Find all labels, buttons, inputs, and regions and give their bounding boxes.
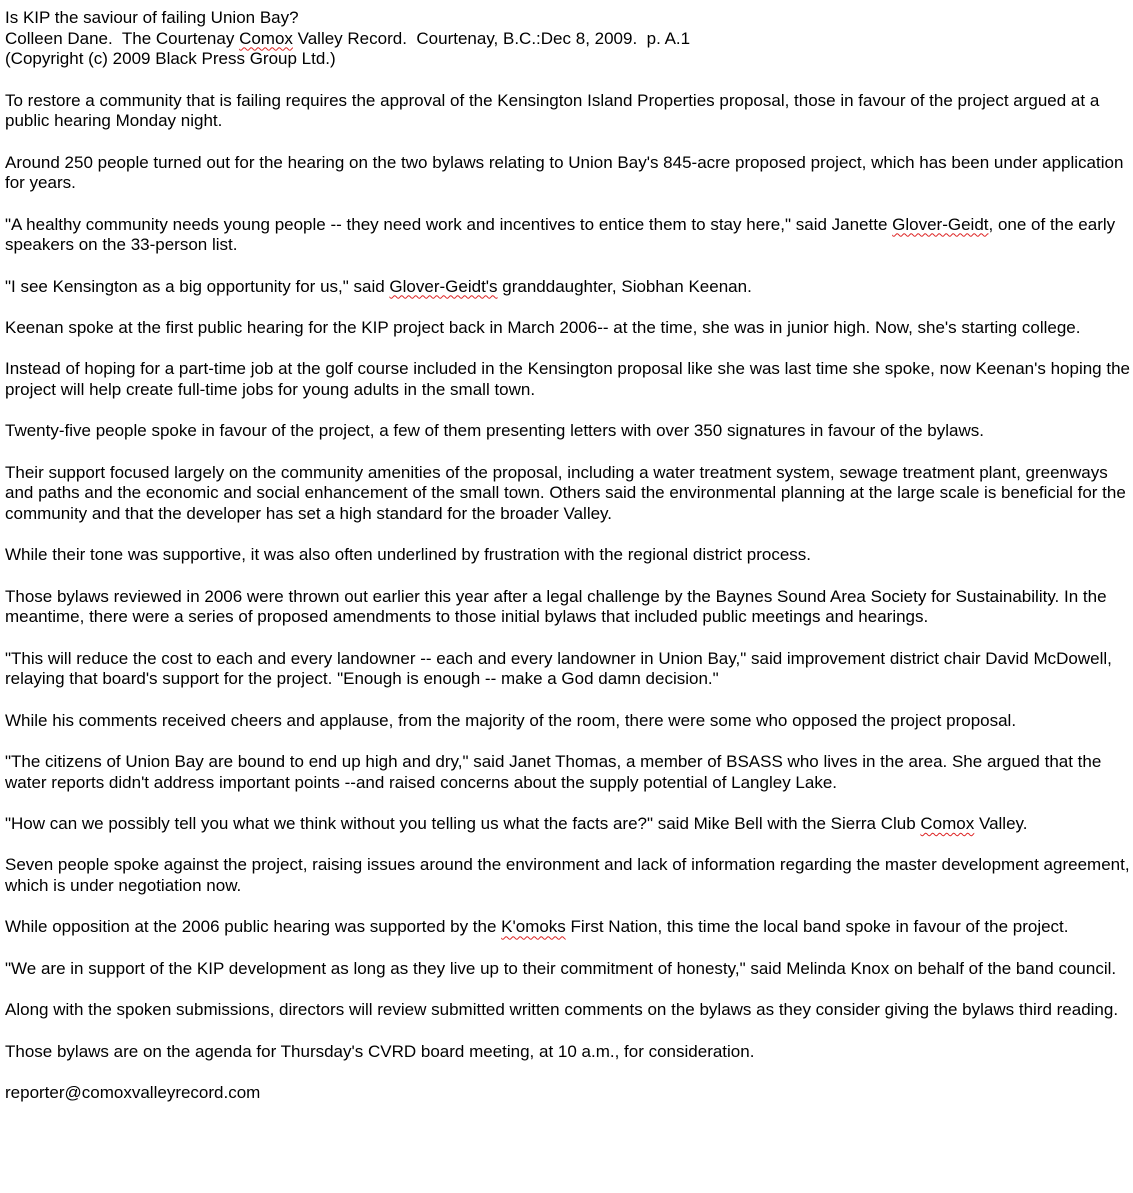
paragraph-text: "A healthy community needs young people -- they need work and incentives to entice them to stay here," said Janette [5, 214, 893, 234]
article-title: Is KIP the saviour of failing Union Bay? [5, 8, 299, 27]
paragraph: Twenty-five people spoke in favour of the project, a few of them presenting letters with over 350 signatures in favour of the bylaws. [5, 421, 984, 441]
paragraph: While their tone was supportive, it was also often underlined by frustration with the regional district process. [5, 545, 812, 565]
misspelled-word[interactable]: Comox [239, 28, 293, 48]
paragraph: "The citizens of Union Bay are bound to end up high and dry," said Janet Thomas, a member of BSASS who lives in the area. She argued that the water reports didn't address important points --and raised concerns about the supply potential of Langley Lake. [5, 752, 1102, 792]
paragraph: Seven people spoke against the project, raising issues around the environment and lack of information regarding the master development agreement, which is under negotiation now. [5, 855, 1130, 895]
paragraph: Along with the spoken submissions, directors will review submitted written comments on the bylaws as they consider giving the bylaws third reading. [5, 1000, 1119, 1020]
paragraph: Instead of hoping for a part-time job at the golf course included in the Kensington proposal like she was last time she spoke, now Keenan's hoping the project will help create full-time jobs for young adults in the small town. [5, 359, 1130, 399]
paragraph-text: First Nation, this time the local band spoke in favour of the project. [565, 917, 1069, 937]
article-byline [5, 29, 1131, 50]
paragraph: Around 250 people turned out for the hearing on the two bylaws relating to Union Bay's 845-acre proposed project, which has been under application for years. [5, 152, 1124, 193]
paragraph-text: While opposition at the 2006 public hearing was supported by the [5, 917, 502, 937]
reporter-email[interactable]: reporter@comoxvalleyrecord.com [5, 1082, 261, 1102]
paragraph: "We are in support of the KIP development as long as they live up to their commitment of honesty," said Melinda Knox on behalf of the band council. [5, 958, 1117, 978]
paragraph: Their support focused largely on the community amenities of the proposal, including a water treatment system, sewage treatment plant, greenways and paths and the economic and social enhancement of the small town. Others said the environmental planning at the large scale is beneficial for the community and that the developer has set a high standard for the broader Valley. [5, 462, 1126, 523]
misspelled-word[interactable]: K'omoks [501, 917, 566, 937]
byline-text-1: Colleen Dane. The Courtenay [5, 28, 240, 48]
paragraph: To restore a community that is failing requires the approval of the Kensington Island Properties proposal, those in favour of the project argued at a public hearing Monday night. [5, 90, 1100, 131]
article-header [5, 8, 1131, 70]
copyright-notice: (Copyright (c) 2009 Black Press Group Ltd.) [5, 49, 336, 69]
paragraph: "This will reduce the cost to each and every landowner -- each and every landowner in Union Bay," said improvement district chair David McDowell, relaying that board's support for the project. "Enough is enough -- make a God damn decision." [5, 648, 1112, 689]
paragraph-text: Valley. [974, 814, 1028, 833]
misspelled-word[interactable]: Glover-Geidt [892, 214, 989, 234]
paragraph: Those bylaws reviewed in 2006 were thrown out earlier this year after a legal challenge by the Baynes Sound Area Society for Sustainability. In the meantime, there were a series of proposed amendments to those initial bylaws that included public meetings and hearings. [5, 586, 1107, 627]
misspelled-word[interactable]: Glover-Geidt's [389, 276, 498, 296]
paragraph-text: granddaughter, Siobhan Keenan. [497, 276, 752, 296]
paragraph-text: "I see Kensington as a big opportunity for us," said [5, 276, 390, 296]
paragraph [5, 814, 1131, 835]
byline-text-2: Valley Record. Courtenay, B.C.:Dec 8, 2009. p. A.1 [292, 28, 691, 48]
paragraph: While his comments received cheers and applause, from the majority of the room, there were some who opposed the project proposal. [5, 710, 1017, 730]
paragraph: Those bylaws are on the agenda for Thursday's CVRD board meeting, at 10 a.m., for consideration. [5, 1041, 755, 1061]
misspelled-word[interactable]: Comox [920, 814, 975, 833]
paragraph [5, 277, 1131, 298]
paragraph [5, 917, 1131, 938]
paragraph-text: "How can we possibly tell you what we think without you telling us what the facts are?" said Mike Bell with the Sierra Club [5, 814, 921, 833]
paragraph-text: , one of the early speakers on the 33-person list. [5, 214, 1116, 255]
paragraph: Keenan spoke at the first public hearing for the KIP project back in March 2006-- at the time, she was in junior high. Now, she's starting college. [5, 317, 1081, 337]
paragraph [5, 215, 1131, 256]
